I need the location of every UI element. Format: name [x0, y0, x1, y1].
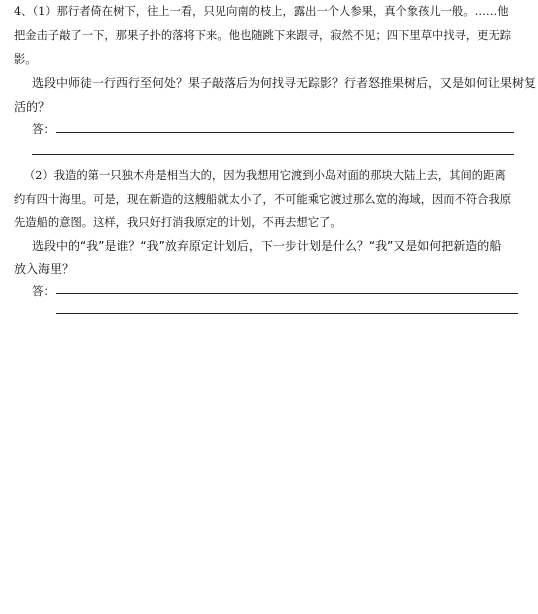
answer2-line-2[interactable]	[56, 313, 518, 314]
answer1-line-1[interactable]	[56, 132, 514, 133]
question1-line-2: 活的？	[14, 100, 51, 114]
passage1-line-1: 4、（1）那行者倚在树下，往上一看，只见向南的枝上，露出一个人参果，真个象孩儿一般。……他	[14, 5, 509, 18]
answer2-label: 答：	[32, 284, 55, 298]
passage2-line-2: 约有四十海里。可是，现在新造的这艘船就太小了，不可能乘它渡过那么宽的海域，因而不符合我原	[14, 193, 512, 206]
question2-line-2: 放入海里？	[14, 262, 75, 276]
question1-line-1: 选段中师徒一行西行至何处？果子敲落后为何找寻无踪影？行者怒推果树后，又是如何让果树复	[32, 76, 537, 90]
passage1-line-2: 把金击子敲了一下，那果子扑的落将下来。他也随跳下来跟寻，寂然不见；四下里草中找寻，更无踪	[14, 29, 512, 42]
question2-line-1: 选段中的“我”是谁？“我”放弃原定计划后，下一步计划是什么？“我”又是如何把新造的船	[32, 239, 502, 253]
passage2-line-1: （2）我造的第一只独木舟是相当大的，因为我想用它渡到小岛对面的那块大陆上去，其间的距离	[24, 169, 506, 182]
passage2-line-3: 先造船的意图。这样，我只好打消我原定的计划，不再去想它了。	[14, 216, 342, 229]
passage1-line-3: 影。	[14, 53, 37, 66]
answer1-label: 答：	[32, 122, 55, 136]
answer2-line-1[interactable]	[56, 293, 518, 294]
answer1-line-2[interactable]	[32, 154, 514, 155]
